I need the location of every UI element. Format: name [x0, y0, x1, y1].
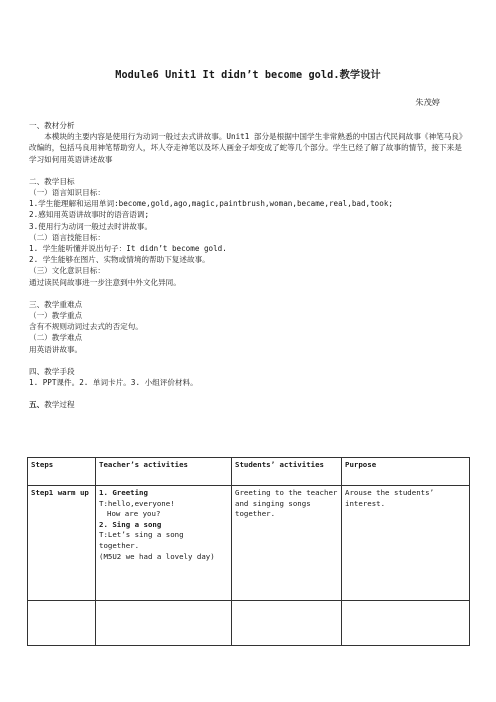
table-header-row: [28, 458, 470, 486]
section-heading: 四、教学手段: [29, 366, 75, 376]
document-title: Module6 Unit1 It didn’t become gold.教学设计: [115, 70, 381, 81]
header-purpose: Purpose: [342, 458, 470, 486]
purpose-cell: Arouse the students’ interest.: [342, 486, 470, 601]
activity-line: T:Let’s sing a song together.: [99, 530, 184, 550]
section-heading: 三、教学重难点: [29, 299, 83, 309]
header-teacher: Teacher’s activities: [96, 458, 232, 486]
list-item: 2.感知用英语讲故事时的语音语调;: [29, 210, 150, 220]
list-item: 含有不规则动词过去式的否定句。: [29, 322, 143, 332]
subheading: （一）语言知识目标：: [29, 188, 105, 198]
subheading: （一）教学重点: [29, 311, 83, 321]
section-number: 五、: [29, 400, 45, 410]
subheading: （二）教学难点: [29, 333, 83, 343]
header-steps: Steps: [28, 458, 96, 486]
list-item: 1. 学生能听懂并说出句子：It didn’t become gold.: [29, 244, 227, 254]
process-table: [27, 457, 470, 646]
activity-line: T:hello,everyone!: [99, 498, 175, 508]
section-title: 教学过程: [44, 400, 75, 410]
empty-cell: [96, 601, 232, 646]
activity-line: How are you?: [107, 509, 161, 519]
section-heading: [29, 399, 469, 410]
table-row: [28, 486, 470, 601]
document-body: [29, 120, 469, 410]
author-name: 朱茂婷: [415, 97, 440, 107]
header-students: Students’ activities: [232, 458, 342, 486]
empty-cell: [232, 601, 342, 646]
list-item: 通过读民间故事进一步注意到中外文化异同。: [29, 277, 181, 287]
list-item: 3.使用行为动词一般过去时讲故事。: [29, 221, 153, 231]
subheading: （三）文化意识目标：: [29, 266, 105, 276]
list-item: 2. 学生能够在图片、实物或情境的帮助下复述故事。: [29, 255, 210, 265]
students-cell: Greeting to the teacher and singing songs together.: [232, 486, 342, 601]
activity-heading: 1. Greeting: [99, 488, 148, 497]
list-item: 1.学生能理解和运用单词:become,gold,ago,magic,paintbrush,woman,became,real,bad,took;: [29, 199, 393, 209]
empty-cell: [342, 601, 470, 646]
list-item: 1. PPT课件。2. 单词卡片。3. 小组评价材料。: [29, 378, 198, 388]
step-cell: Step1 warm up: [28, 486, 96, 601]
paragraph: 本模块的主要内容是使用行为动词一般过去式讲故事。Unit1 部分是根据中国学生非常熟悉的中国古代民间故事《神笔马良》改编的，包括马良用神笔帮助穷人，坏人夺走神笔以及坏人画金子却变成了蛇等几个部分。学生已经了解了故事的情节，接下来是学习如何用英语讲述故事: [29, 132, 467, 164]
table-row: [28, 601, 470, 646]
section-heading: 二、教学目标: [29, 176, 75, 186]
empty-cell: [28, 601, 96, 646]
section-heading: 一、教材分析: [29, 121, 75, 130]
teacher-cell: [96, 486, 232, 601]
activity-heading: 2. Sing a song: [99, 519, 162, 529]
activity-line: (M5U2 we had a lovely day): [99, 551, 215, 561]
list-item: 用英语讲故事。: [29, 344, 83, 354]
subheading: （二）语言技能目标：: [29, 232, 105, 242]
